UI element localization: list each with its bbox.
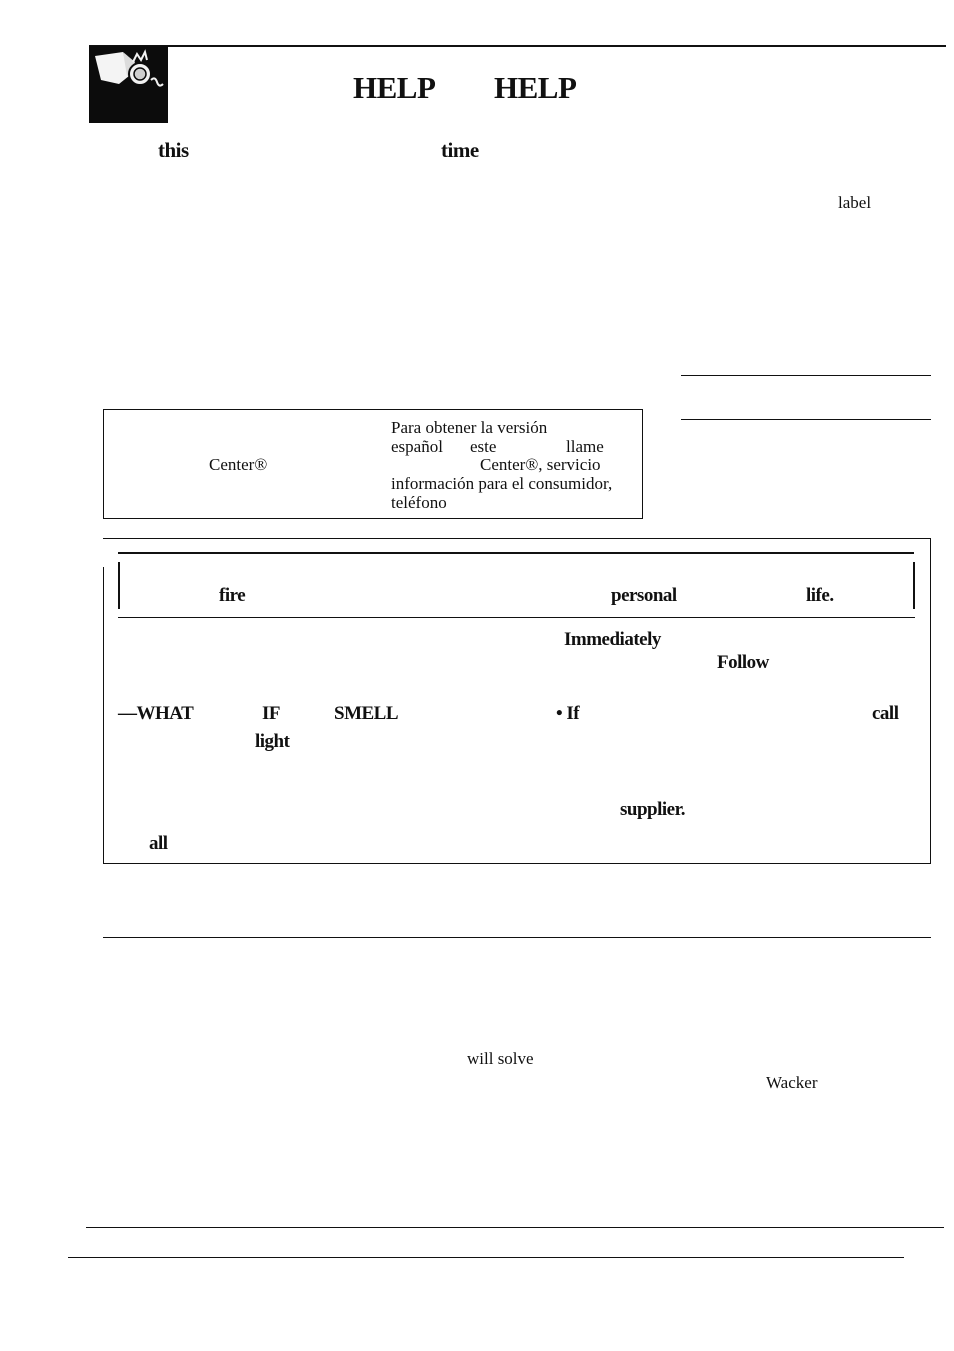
text-wacker: Wacker	[766, 1073, 818, 1092]
section-rule	[103, 937, 931, 938]
bottom-rule-2	[68, 1257, 904, 1258]
spanish-line-2a: español	[391, 437, 443, 456]
form-line-2	[681, 419, 931, 420]
spanish-line-3: Center®, servicio	[480, 455, 601, 474]
spanish-line-2b: este	[470, 437, 497, 456]
heading-help-2: HELP	[494, 70, 577, 105]
phone-icon	[89, 46, 168, 123]
word-this: this	[158, 138, 189, 162]
warning-box-bottom	[103, 863, 931, 864]
warning-banner-bottom	[118, 617, 915, 618]
warning-immediately: Immediately	[564, 629, 661, 650]
bottom-rule-1	[86, 1227, 944, 1228]
spanish-line-2c: llame	[566, 437, 604, 456]
warning-banner-top	[118, 552, 914, 554]
warning-if-bullet: • If	[556, 703, 580, 724]
warning-supplier: supplier.	[620, 799, 686, 820]
top-rule	[89, 45, 946, 47]
spanish-left-center: Center®	[209, 455, 268, 474]
heading-help-1: HELP	[353, 70, 436, 105]
text-will-solve: will solve	[467, 1049, 534, 1068]
warning-personal: personal	[611, 585, 677, 606]
warning-all: all	[149, 833, 168, 854]
warning-box-left	[103, 567, 104, 864]
warning-banner-left	[118, 562, 120, 609]
form-line-1	[681, 375, 931, 376]
warning-fire: fire	[219, 585, 246, 606]
warning-banner-right	[913, 562, 915, 609]
warning-light: light	[255, 731, 290, 752]
warning-box-right	[930, 538, 931, 864]
word-label: label	[838, 193, 872, 212]
warning-what: —WHAT	[118, 703, 194, 724]
word-time: time	[441, 138, 479, 162]
warning-life: life.	[806, 585, 834, 606]
warning-if-caps: IF	[262, 703, 280, 724]
spanish-line-5: teléfono	[391, 493, 447, 512]
warning-follow: Follow	[717, 652, 769, 673]
warning-call: call	[872, 703, 899, 724]
spanish-line-4: información para el consumidor,	[391, 474, 613, 493]
warning-box-top	[103, 538, 931, 539]
warning-smell: SMELL	[334, 703, 399, 724]
spanish-line-1: Para obtener la versión	[391, 418, 548, 437]
